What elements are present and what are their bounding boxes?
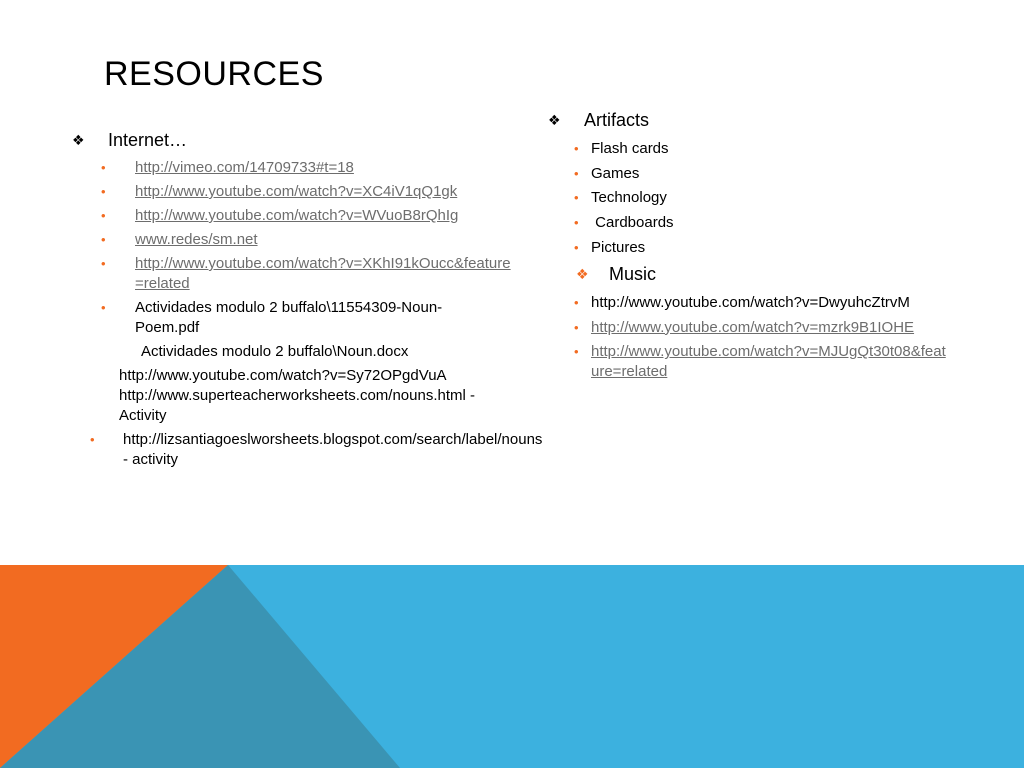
- slide-title: RESOURCES: [104, 55, 324, 93]
- artifacts-heading-label: Artifacts: [584, 110, 650, 130]
- blogspot-activity: http://lizsantiagoeslworsheets.blogspot.com/search/label/nouns - activity: [123, 431, 543, 468]
- bullet-icon: •: [574, 140, 579, 156]
- bullet-icon: •: [101, 184, 106, 199]
- list-item: [548, 342, 951, 382]
- bullet-icon: •: [101, 208, 106, 223]
- bullet-icon: •: [101, 160, 106, 175]
- artifacts-heading: [548, 108, 968, 134]
- list-item: [72, 158, 522, 178]
- bullet-icon: •: [101, 256, 106, 271]
- bullet-icon: •: [574, 215, 579, 231]
- youtube-link[interactable]: http://www.youtube.com/watch?v=WVuoB8rQhIg: [135, 207, 459, 224]
- youtube-link[interactable]: http://www.youtube.com/watch?v=XKhI91kOucc&feature=related: [135, 255, 511, 292]
- bullet-icon: •: [574, 190, 579, 206]
- list-item: [72, 206, 522, 226]
- pdf-file-reference: Actividades modulo 2 buffalo\11554309-Noun-Poem.pdf: [135, 299, 443, 336]
- music-youtube-link[interactable]: http://www.youtube.com/watch?v=mzrk9B1IOHE: [591, 318, 915, 336]
- list-item: [548, 213, 968, 233]
- list-item: [72, 230, 522, 250]
- bullet-icon: •: [101, 300, 106, 315]
- list-item: [72, 182, 522, 202]
- internet-heading: [72, 128, 522, 154]
- youtube-link[interactable]: http://www.youtube.com/watch?v=XC4iV1qQ1gk: [135, 183, 458, 200]
- diamond-bullet-icon: ❖: [548, 112, 561, 128]
- bullet-icon: •: [90, 432, 95, 447]
- internet-links-list: [72, 158, 522, 338]
- superteacher-activity: http://www.superteacherworksheets.com/nouns.html - Activity: [119, 387, 475, 424]
- blogspot-item: [72, 430, 543, 470]
- vimeo-link[interactable]: http://vimeo.com/14709733#t=18: [135, 159, 354, 176]
- youtube-plain-url: http://www.youtube.com/watch?v=Sy72OPgdVuA: [119, 367, 447, 384]
- artifact-label: Flash cards: [591, 139, 669, 157]
- music-heading: [548, 262, 968, 288]
- internet-resources-column: [72, 128, 543, 470]
- artifact-label: Pictures: [591, 238, 646, 256]
- bullet-icon: •: [574, 165, 579, 181]
- music-heading-label: Music: [609, 263, 657, 284]
- artifact-label: Cardboards: [591, 214, 674, 232]
- bullet-icon: •: [101, 232, 106, 247]
- diamond-bullet-icon: ❖: [576, 265, 589, 282]
- internet-heading-label: Internet…: [108, 130, 188, 150]
- footer-shapes: [0, 565, 1024, 768]
- bullet-icon: •: [574, 319, 579, 335]
- list-item: [548, 318, 968, 338]
- diamond-bullet-icon: ❖: [72, 132, 85, 148]
- list-item: [548, 293, 968, 313]
- bullet-icon: •: [574, 344, 579, 360]
- redes-link[interactable]: www.redes/sm.net: [135, 231, 258, 248]
- list-item: [548, 139, 968, 159]
- list-item: [72, 298, 495, 338]
- music-plain-url: http://www.youtube.com/watch?v=DwyuhcZtrvM: [591, 293, 910, 311]
- decorative-footer-art: [0, 565, 1024, 768]
- list-item: [548, 188, 968, 208]
- music-youtube-link[interactable]: http://www.youtube.com/watch?v=MJUgQt30t08&feature=related: [591, 343, 946, 381]
- artifact-label: Games: [591, 164, 640, 182]
- list-item: [72, 254, 515, 294]
- list-item: [548, 164, 968, 184]
- docx-file-reference: Actividades modulo 2 buffalo\Noun.docx: [141, 343, 409, 360]
- list-item: [548, 238, 968, 258]
- artifact-label: Technology: [591, 189, 667, 207]
- plain-links-block: [72, 366, 519, 426]
- artifacts-list: [548, 139, 968, 258]
- bullet-icon: •: [574, 294, 579, 310]
- artifacts-music-column: [548, 108, 968, 382]
- bullet-icon: •: [574, 239, 579, 255]
- music-list: [548, 293, 968, 383]
